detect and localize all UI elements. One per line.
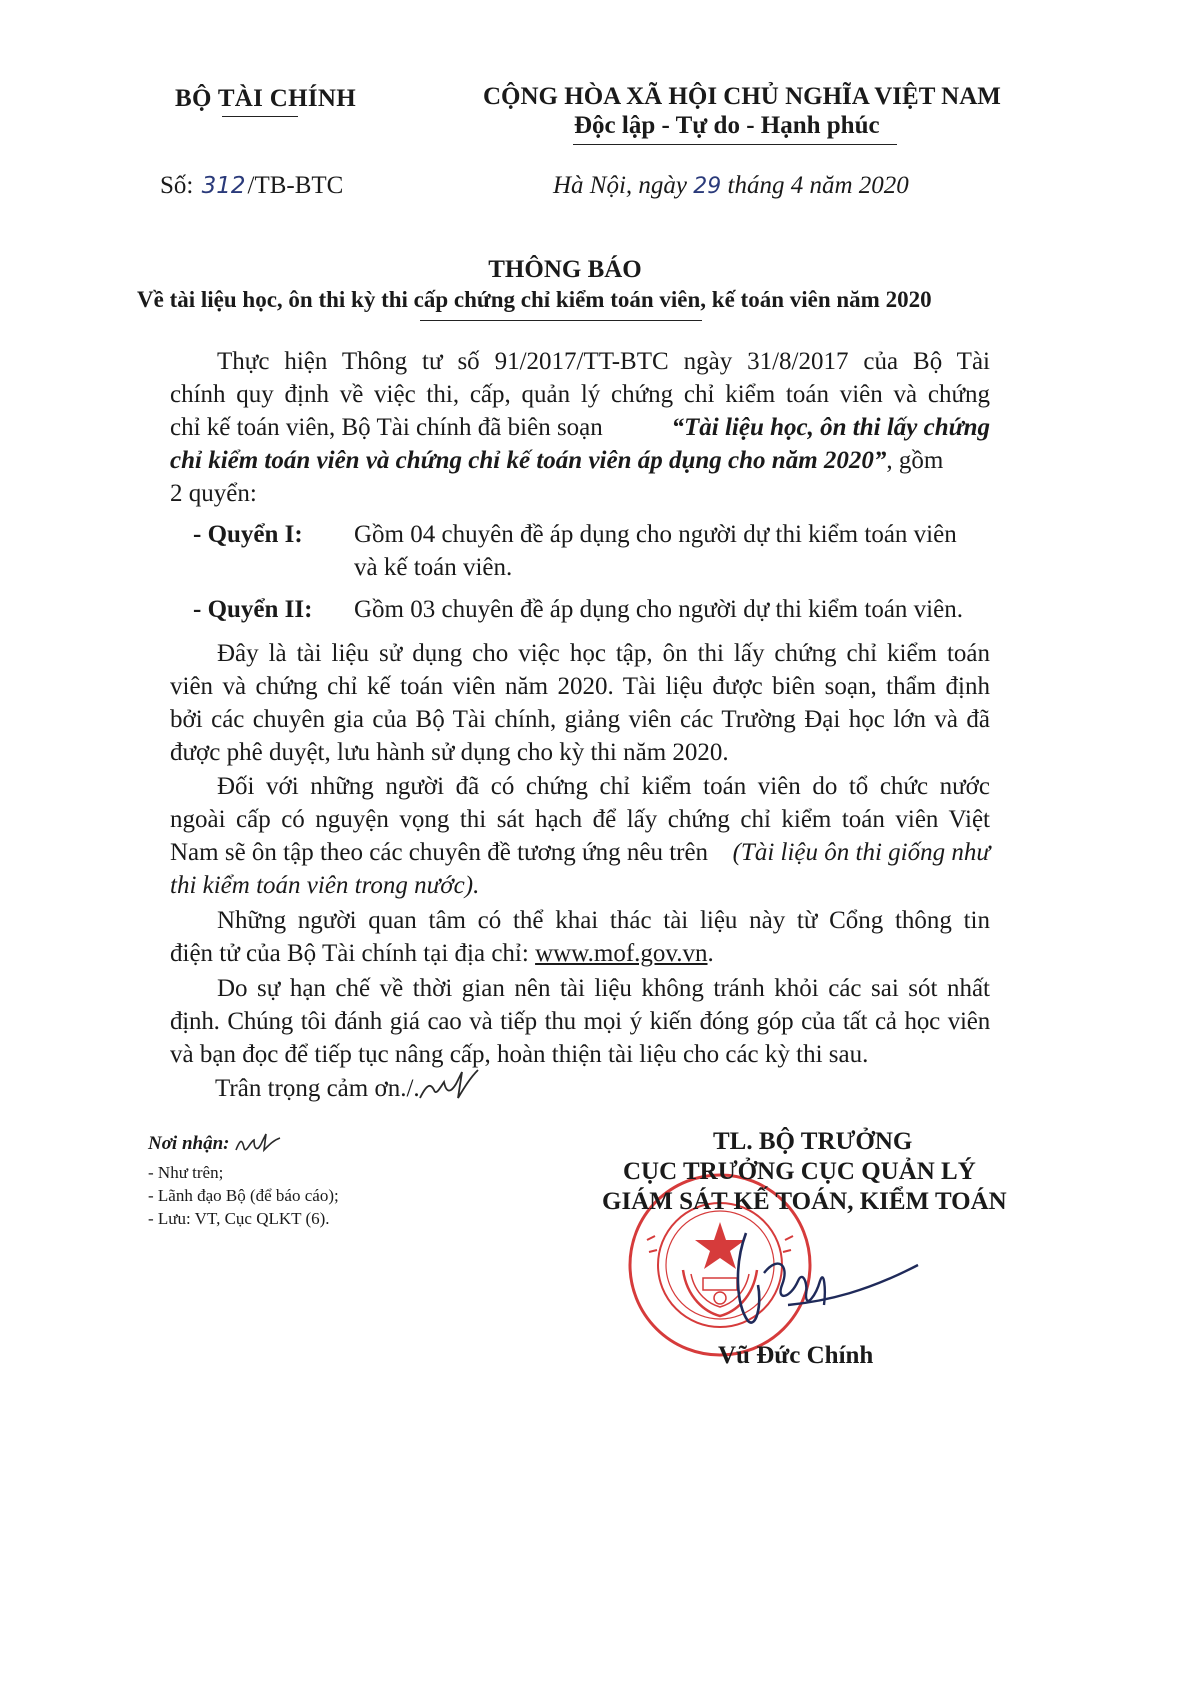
text-line: Những người quan tâm có thể khai thác tài liệu này từ Cổng thông tin: [217, 907, 990, 934]
place-date-suffix: tháng 4 năm 2020: [727, 172, 909, 199]
text-line: Đối với những người đã có chứng chỉ kiểm toán viên do tổ chức nước: [217, 773, 990, 800]
website-link[interactable]: www.mof.gov.vn: [535, 940, 708, 967]
text-segment: chỉ kế toán viên, Bộ Tài chính đã biên soạn: [170, 414, 603, 441]
text-line: [170, 938, 714, 969]
ministry-name: BỘ TÀI CHÍNH: [175, 85, 356, 112]
text-line: thi kiểm toán viên trong nước).: [170, 872, 480, 899]
national-motto: Độc lập - Tự do - Hạnh phúc: [574, 112, 880, 139]
signatory-name: Vũ Đức Chính: [718, 1342, 874, 1369]
motto-underline: [573, 144, 897, 145]
handwritten-signature-icon: [728, 1225, 928, 1335]
place-and-date: [553, 172, 909, 200]
doc-number-prefix: Số:: [160, 172, 194, 199]
text-line: và bạn đọc để tiếp tục nâng cấp, hoàn thiện tài liệu cho các kỳ thi sau.: [170, 1041, 869, 1068]
volume-description: Gồm 03 chuyên đề áp dụng cho người dự thi kiểm toán viên.: [354, 596, 963, 623]
place-date-prefix: Hà Nội, ngày: [553, 172, 688, 199]
document-number: [160, 172, 343, 200]
volume-label: - Quyển II:: [193, 596, 313, 623]
text-segment: điện tử của Bộ Tài chính tại địa chỉ:: [170, 940, 529, 967]
text-line: Do sự hạn chế về thời gian nên tài liệu không tránh khỏi các sai sót nhất: [217, 975, 990, 1002]
text-line: bởi các chuyên gia của Bộ Tài chính, giảng viên các Trường Đại học lớn và đã: [170, 706, 990, 733]
recipients-title: Nơi nhận:: [148, 1133, 230, 1154]
text-line: [170, 837, 990, 868]
doc-number-handwritten: 312: [201, 173, 246, 199]
text-segment: .: [707, 940, 714, 967]
doc-number-suffix: /TB-BTC: [247, 172, 344, 199]
document-type-title: THÔNG BÁO: [488, 256, 642, 283]
document-subject: Về tài liệu học, ôn thi kỳ thi cấp chứng chỉ kiểm toán viên, kế toán viên năm 2020: [137, 287, 932, 312]
signatory-title: CỤC TRƯỞNG CỤC QUẢN LÝ: [623, 1158, 976, 1185]
volume-label: - Quyển I:: [193, 521, 303, 548]
initial-mark-icon: [412, 1068, 482, 1108]
text-line: 2 quyển:: [170, 480, 257, 507]
text-segment: , gồm: [886, 447, 944, 474]
recipient-item: - Như trên;: [148, 1163, 224, 1182]
text-line: Đây là tài liệu sử dụng cho việc học tập, ôn thi lấy chứng chỉ kiểm toán: [217, 640, 990, 667]
ministry-underline: [222, 116, 298, 117]
subject-underline: [420, 320, 702, 321]
text-line: Thực hiện Thông tư số 91/2017/TT-BTC ngày 31/8/2017 của Bộ Tài: [217, 348, 990, 375]
text-line: được phê duyệt, lưu hành sử dụng cho kỳ thi năm 2020.: [170, 739, 729, 766]
text-line: ngoài cấp có nguyện vọng thi sát hạch để lấy chứng chỉ kiểm toán viên Việt: [170, 806, 990, 833]
date-day-handwritten: 29: [693, 174, 722, 199]
signatory-title: GIÁM SÁT KẾ TOÁN, KIỂM TOÁN: [602, 1188, 1007, 1215]
signatory-role: TL. BỘ TRƯỞNG: [713, 1128, 913, 1155]
text-line: định. Chúng tôi đánh giá cao và tiếp thu mọi ý kiến đóng góp của tất cả học viên: [170, 1008, 990, 1035]
initial-mark-icon: [232, 1130, 282, 1156]
recipient-item: - Lãnh đạo Bộ (để báo cáo);: [148, 1186, 339, 1205]
document-title-quote: chỉ kiểm toán viên và chứng chỉ kế toán viên áp dụng cho năm 2020”: [170, 447, 887, 474]
document-title-quote: “Tài liệu học, ôn thi lấy chứng: [671, 414, 990, 441]
recipient-item: - Lưu: VT, Cục QLKT (6).: [148, 1209, 330, 1228]
closing-remark: Trân trọng cảm ơn./.: [215, 1075, 420, 1102]
text-line: [170, 445, 943, 476]
note-segment: (Tài liệu ôn thi giống như: [732, 839, 990, 866]
volume-description: và kế toán viên.: [354, 554, 513, 581]
text-line: [170, 412, 990, 443]
country-name: CỘNG HÒA XÃ HỘI CHỦ NGHĨA VIỆT NAM: [483, 83, 1001, 110]
text-line: viên và chứng chỉ kế toán viên năm 2020. Tài liệu được biên soạn, thẩm định: [170, 673, 990, 700]
text-segment: Nam sẽ ôn tập theo các chuyên đề tương ứng nêu trên: [170, 839, 709, 866]
volume-description: Gồm 04 chuyên đề áp dụng cho người dự thi kiểm toán viên: [354, 521, 957, 548]
text-line: chính quy định về việc thi, cấp, quản lý chứng chỉ kiểm toán viên và chứng: [170, 381, 990, 408]
